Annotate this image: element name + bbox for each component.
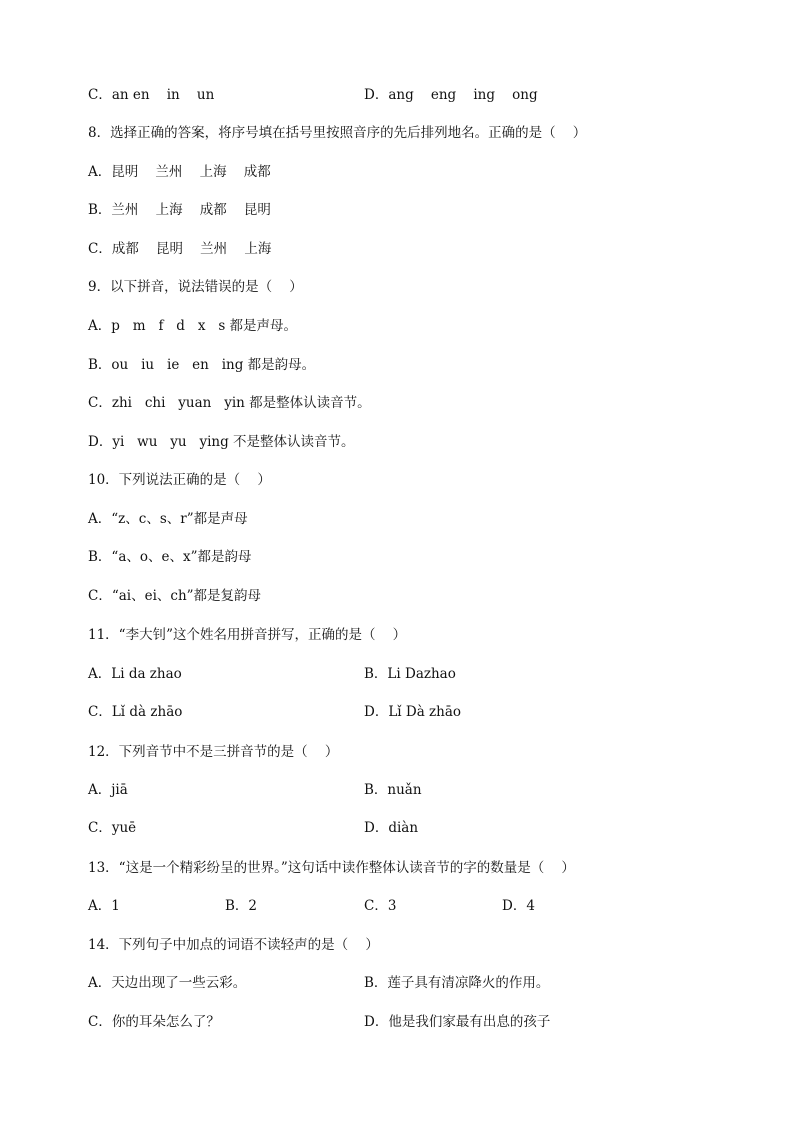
option-d: D．Lǐ Dà zhāo <box>364 704 462 720</box>
question-stem: 8．选择正确的答案，将序号填在括号里按照音序的先后排列地名。正确的是（ ） <box>88 125 587 141</box>
option-b: B．Li Dazhao <box>364 666 456 682</box>
question-stem: 9．以下拼音，说法错误的是（ ） <box>88 279 303 295</box>
option-d: D．ang eng ing ong <box>364 87 538 103</box>
option-c: C．yuē <box>88 820 137 836</box>
option-a: A．昆明 兰州 上海 成都 <box>88 164 271 180</box>
option-a: A．天边出现了一些云彩。 <box>88 975 247 991</box>
option-c: C．你的耳朵怎么了？ <box>88 1014 220 1030</box>
option-c: C．an en in un <box>88 87 215 103</box>
option-b: B．nuǎn <box>364 782 422 798</box>
option-c: C．zhi chi yuan yin 都是整体认读音节。 <box>88 395 371 411</box>
question-stem: 13．“这是一个精彩纷呈的世界。”这句话中读作整体认读音节的字的数量是（ ） <box>88 860 575 876</box>
option-b: B．兰州 上海 成都 昆明 <box>88 202 271 218</box>
option-c: C．Lǐ dà zhāo <box>88 704 183 720</box>
option-c: C．“ai、ei、ch”都是复韵母 <box>88 588 262 604</box>
question-stem: 14．下列句子中加点的词语不读轻声的是（ ） <box>88 937 379 953</box>
option-a: A．jiā <box>88 782 128 798</box>
option-a: A．p m f d x s 都是声母。 <box>88 318 298 334</box>
option-b: B．ou iu ie en ing 都是韵母。 <box>88 357 316 373</box>
option-d: D．4 <box>502 898 535 914</box>
option-c: C．3 <box>364 898 397 914</box>
option-b: B．“a、o、e、x”都是韵母 <box>88 549 252 565</box>
option-d: D．diàn <box>364 820 419 836</box>
option-a: A．Li da zhao <box>88 666 182 682</box>
option-c: C．成都 昆明 兰州 上海 <box>88 241 272 257</box>
option-b: B．莲子具有清凉降火的作用。 <box>364 975 550 991</box>
option-a: A．“z、c、s、r”都是声母 <box>88 511 248 527</box>
option-d: D．他是我们家最有出息的孩子 <box>364 1014 551 1030</box>
option-d: D．yi wu yu ying 不是整体认读音节。 <box>88 434 355 450</box>
option-b: B．2 <box>225 898 258 914</box>
option-a: A．1 <box>88 898 120 914</box>
question-stem: 10．下列说法正确的是（ ） <box>88 472 271 488</box>
question-stem: 11．“李大钊”这个姓名用拼音拼写，正确的是（ ） <box>88 627 407 643</box>
question-stem: 12．下列音节中不是三拼音节的是（ ） <box>88 744 339 760</box>
